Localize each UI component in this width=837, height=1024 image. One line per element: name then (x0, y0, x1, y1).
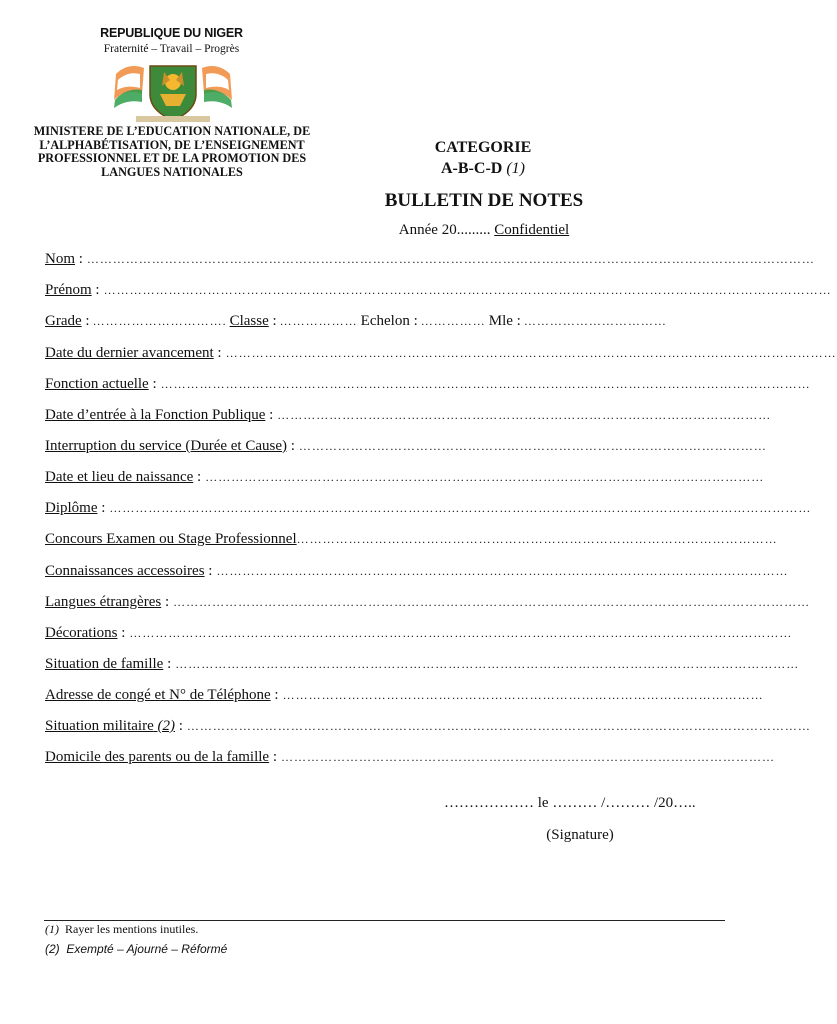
field-naissance[interactable]: Date et lieu de naissance : ………………………………………………………………………………………………………………… (45, 469, 765, 485)
field-diplome[interactable]: Diplôme : ……………………………………………………………………………………………………………………………………………… (45, 500, 812, 516)
field-label: Prénom (45, 282, 92, 298)
field-label: Date et lieu de naissance (45, 469, 194, 485)
fill-line-mle[interactable]: …………………………… (523, 314, 667, 328)
ministry-line: PROFESSIONNEL ET DE LA PROMOTION DES (37, 151, 307, 166)
field-label: Date du dernier avancement (45, 345, 214, 361)
categorie-block (380, 137, 586, 179)
annee-text: Année 20......... (398, 222, 491, 238)
field-label: Décorations (45, 625, 118, 641)
field-entree-fonction-publique[interactable]: Date d’entrée à la Fonction Publique : …………………………………………………………………………………………………… (45, 407, 772, 423)
field-decorations[interactable]: Décorations : ……………………………………………………………………………………………………………………………………… (45, 625, 793, 641)
field-interruption[interactable]: Interruption du service (Durée et Cause) : ……………………………………………………………………………………………… (45, 438, 767, 454)
categorie-values (380, 158, 586, 179)
footnote-number: (2) (45, 942, 60, 956)
field-label (45, 718, 175, 735)
fill-line[interactable]: …………………………………………………………………………………………………………………………………… (160, 377, 811, 391)
field-situation-militaire[interactable]: Situation militaire (2) : ……………………………………………………………………………………………………………………………… (45, 718, 811, 734)
coat-of-arms-emblem (104, 60, 242, 124)
fill-line[interactable]: …………………………………………………………………………………………………… (277, 408, 772, 422)
footnote-text: Rayer les mentions inutiles. (65, 922, 199, 936)
fill-line[interactable]: ………………………………………………………………………………………………………………………………… (173, 595, 811, 609)
field-domicile-parents[interactable]: Domicile des parents ou de la famille : …………………………………………………………………………………………………… (45, 749, 776, 765)
field-adresse-conge[interactable]: Adresse de congé et N° de Téléphone : ………………………………………………………………………………………………… (45, 687, 764, 703)
document-title: BULLETIN DE NOTES (384, 190, 584, 211)
fill-line[interactable]: …………………………………………………………………………………………………………………………… (225, 346, 837, 360)
fill-line[interactable]: ……………………………………………………………………………………………………………………………… (175, 657, 800, 671)
fill-line[interactable]: …………………………………………………………………………………………………………………………………………………… (86, 252, 815, 266)
field-label: Diplôme (45, 500, 98, 516)
field-dernier-avancement[interactable]: Date du dernier avancement : …………………………………………………………………………………………………………………………… (45, 345, 837, 361)
fill-line[interactable]: ……………………………………………………………………………………………… (298, 439, 767, 453)
categorie-letters: A-B-C-D (441, 160, 503, 177)
fill-line[interactable]: …………………………………………………………………………………………………………………………………………………… (103, 283, 832, 297)
footnote-text: Exempté – Ajourné – Réformé (66, 942, 228, 956)
field-label: Langues étrangères (45, 594, 162, 610)
national-motto: Fraternité – Travail – Progrès (103, 43, 240, 55)
field-label: Echelon (360, 313, 410, 329)
field-label: Domicile des parents ou de la famille (45, 749, 270, 765)
republic-title: REPUBLIQUE DU NIGER (100, 26, 243, 40)
footnote-divider (44, 920, 725, 921)
field-connaissances[interactable]: Connaissances accessoires : …………………………………………………………………………………………………………………… (45, 563, 789, 579)
fill-line[interactable]: ……………………………………………………………………………………………………………………………………………… (109, 501, 812, 515)
field-concours[interactable] (45, 531, 778, 551)
fill-line[interactable]: …………………………………………………………………………………………………………………… (216, 564, 789, 578)
signature-label: (Signature) (546, 827, 614, 843)
field-label: Date d’entrée à la Fonction Publique (45, 407, 266, 423)
categorie-label: CATEGORIE (434, 139, 532, 156)
field-label: Mle (488, 313, 513, 329)
field-label: Concours Examen ou Stage Professionnel (45, 531, 297, 547)
fill-line[interactable]: ………………………………………………………………………………………………………………… (205, 470, 765, 484)
confidentiel-label: Confidentiel (494, 222, 570, 238)
ministry-line: MINISTERE DE L’EDUCATION NATIONALE, DE (33, 124, 311, 138)
fill-line-grade[interactable]: …………………………. (92, 314, 227, 328)
field-label: Classe (229, 313, 269, 329)
field-situation-famille[interactable]: Situation de famille : ……………………………………………………………………………………………………………………………… (45, 656, 800, 672)
ministry-line: L’ALPHABÉTISATION, DE L’ENSEIGNEMENT (39, 137, 305, 152)
annee-line (360, 222, 608, 239)
field-label: Grade (45, 313, 82, 329)
fill-line[interactable]: ……………………………………………………………………………………………………………………………… (186, 719, 811, 733)
field-prenom[interactable]: Prénom : …………………………………………………………………………………………………………………………………………………… (45, 282, 832, 298)
field-label: Nom (45, 251, 75, 267)
field-label-text: Situation militaire (45, 718, 154, 734)
footnote-1 (45, 922, 198, 937)
field-label: Connaissances accessoires (45, 563, 205, 579)
footnote-number: (1) (45, 922, 59, 936)
fill-line[interactable]: ………………………………………………………………………………………………… (296, 532, 778, 546)
categorie-note: (1) (506, 160, 525, 177)
field-label: Interruption du service (Durée et Cause) (45, 438, 287, 454)
field-label: Adresse de congé et N° de Téléphone (45, 687, 271, 703)
fill-line-classe[interactable]: ……………… (279, 314, 358, 328)
fill-line-echelon[interactable]: …………… (420, 314, 486, 328)
field-fonction[interactable]: Fonction actuelle : …………………………………………………………………………………………………………………………………… (45, 376, 811, 392)
field-label-note: (2) (157, 718, 175, 734)
ministry-name (20, 125, 324, 179)
footnote-2 (45, 942, 227, 956)
fill-line[interactable]: …………………………………………………………………………………………………… (281, 750, 776, 764)
field-grade-row[interactable]: Grade : …………………………. Classe : ……………… Echelon : …………… Mle : …………………………… (45, 313, 667, 329)
ministry-line: LANGUES NATIONALES (101, 164, 243, 179)
fill-line[interactable]: ……………………………………………………………………………………………………………………………………… (129, 626, 793, 640)
field-label: Situation de famille (45, 656, 164, 672)
field-nom[interactable]: Nom : …………………………………………………………………………………………………………………………………………………… (45, 251, 815, 267)
fill-line[interactable]: ………………………………………………………………………………………………… (282, 688, 764, 702)
field-label: Fonction actuelle (45, 376, 149, 392)
date-place-line[interactable]: ……………… le ……… /……… /20….. (444, 795, 696, 811)
field-langues[interactable]: Langues étrangères : ………………………………………………………………………………………………………………………………… (45, 594, 811, 610)
